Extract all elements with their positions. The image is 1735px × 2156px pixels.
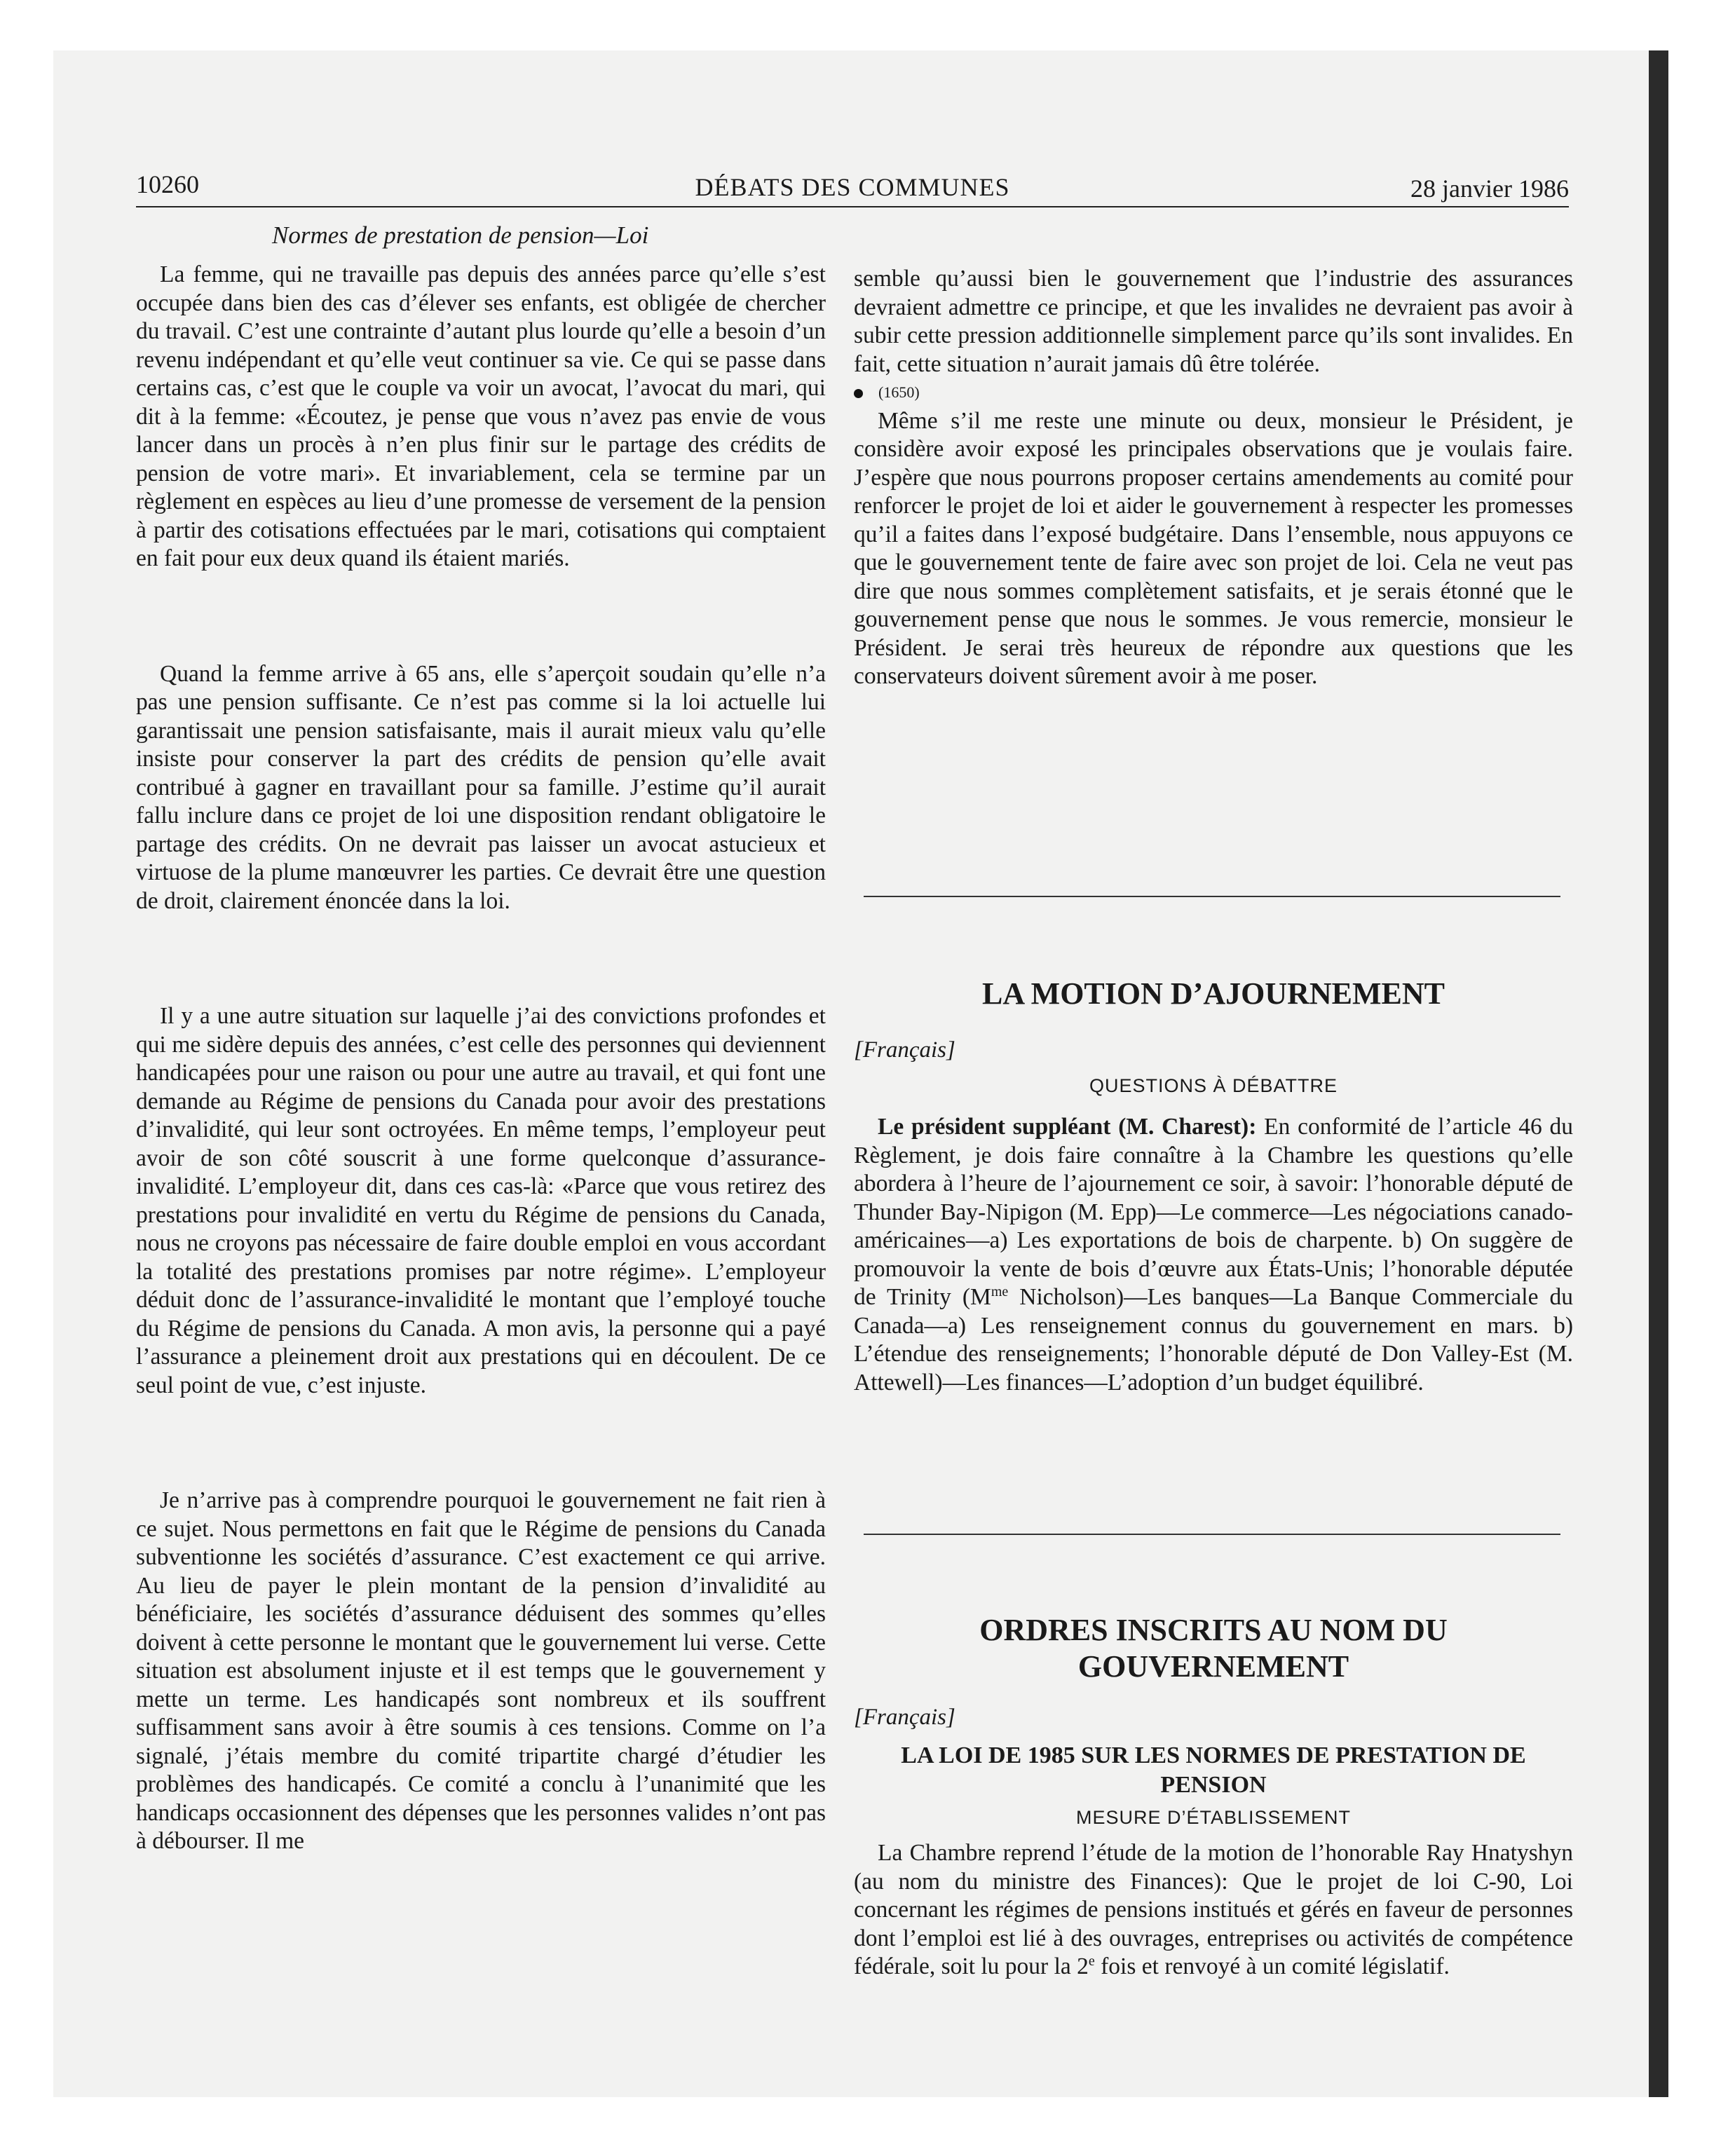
language-marker: [Français] [854, 1037, 955, 1063]
section-rule [864, 1534, 1560, 1535]
section-heading: ORDRES INSCRITS AU NOM DU GOUVERNEMENT [979, 1613, 1448, 1684]
paragraph: Quand la femme arrive à 65 ans, elle s’aperçoit soudain qu’elle n’a pas une pension suffisante. Ce n’est pas comme si la loi actuelle lui garantissait une pension satisfaisante, mais il aurait mieux valu qu’elle insiste pour conserver la part des crédits de pension qu’elle avait contribué à gagner en travaillant pour sa famille. J’estime qu’il aurait fallu inclure dans ce projet de loi une disposition rendant obligatoire le partage des crédits. On ne devrait pas laisser un avocat astucieux et virtuose de la plume manœuvrer les parties. Ce devrait être une question de droit, clairement énoncée dans la loi. [136, 660, 826, 914]
scan-edge [1649, 50, 1668, 2097]
speaker-name: Le président suppléant (M. Charest): [878, 1114, 1257, 1140]
paragraph: La femme, qui ne travaille pas depuis des années parce qu’elle s’est occupée dans bien des cas d’élever ses enfants, est obligée de chercher du travail. C’est une contrainte d’autant plus lourde qu’elle a besoin d’un revenu indépendant et qu’elle veut continuer sa vie. Ce qui se passe dans certains cas, c’est que le couple va voir un avocat, l’avocat du mari, qui dit à la femme: «Écoutez, je pense que vous n’avez pas envie de vous lancer dans un procès à n’en plus finir sur le partage des crédits de pension de votre mari». Et invariablement, cela se termine par un règlement en espèces au lieu d’une promesse de versement de la pension à partir des cotisations effectuées par le mari, cotisations qui comptaient en fait pour eux deux quand ils étaient mariés. [136, 261, 826, 571]
section-subheading: QUESTIONS À DÉBATTRE [1089, 1075, 1338, 1096]
paragraph: Même s’il me reste une minute ou deux, monsieur le Président, je considère avoir exposé les principales observations que je voulais faire. J’espère que nous pourrons proposer certains amendements au comité pour renforcer le projet de loi et aider le gouvernement à respecter les promesses qu’il a faites dans l’exposé budgétaire. Dans l’ensemble, nous appuyons ce que le gouvernement tente de faire avec son projet de loi. Cela ne veut pas dire que nous sommes complètement satisfaits, et je serais étonné que le gouvernement pense que nous le sommes. Je vous remercie, monsieur le Président. Je serai très heureux de répondre aux questions que les conservateurs doivent sûrement avoir à me poser. [854, 407, 1573, 689]
running-head [136, 170, 1569, 207]
paragraph: La Chambre reprend l’étude de la motion de l’honorable Ray Hnatyshyn (au nom du ministre des Finances): Que le projet de loi C-90, Loi concernant les régimes de pensions institués et gérés en faveur de personnes dont l’emploi est lié à des ouvrages, entreprises ou activités de compétence fédérale, soit lu pour la 2e fois et renvoyé à un comité législatif. [854, 1840, 1573, 1979]
timestamp [854, 378, 1573, 407]
bill-text [854, 1839, 1573, 1981]
section-subheading: MESURE D’ÉTABLISSEMENT [1075, 1807, 1352, 1828]
right-column [854, 265, 1573, 691]
subject-title: Normes de prestation de pension—Loi [272, 221, 649, 249]
bullet-icon [854, 389, 863, 398]
section-rule [864, 896, 1560, 897]
paragraph: Je n’arrive pas à comprendre pourquoi le gouvernement ne fait rien à ce sujet. Nous permettons en fait que le Régime de pensions du Canada subventionne les sociétés d’assurance. C’est exactement ce qui arrive. Au lieu de payer le plein montant de la pension d’invalidité au bénéficiaire, les sociétés d’assurance déduisent des sommes qu’elles doivent à cette personne le montant que le gouvernement lui verse. Cette situation est absolument injuste et il est temps que le gouvernement y mette un terme. Les handicapés sont nombreux et ils souffrent suffisamment sans avoir à être soumis à ces tensions. Comme on l’a signalé, j’étais membre du comité tripartite chargé d’étudier les problèmes des handicapés. Ce comité a conclu à l’unanimité que les handicaps occasionnent des dépenses que les personnes valides n’ont pas à débourser. Il me [136, 1487, 826, 1854]
left-column [136, 224, 826, 1856]
journal-title: DÉBATS DES COMMUNES [695, 173, 1010, 201]
paragraph: Il y a une autre situation sur laquelle j’ai des convictions profondes et qui me sidère depuis des années, c’est celle des personnes qui deviennent handicapées pour une raison ou pour une autre au travail, et qui font une demande au Régime de pensions du Canada pour avoir des prestations d’invalidité, qui leur sont octroyées. En même temps, l’employeur peut avoir de son côté souscrit à une forme quelconque d’assurance-invalidité. L’employeur dit, dans ces cas-là: «Parce que vous retirez des prestations pour invalidité en vertu du Régime de pensions du Canada, nous ne croyons pas nécessaire de faire double emploi en vous accordant la totalité des prestations promises par notre régime». L’employeur déduit donc de l’assurance-invalidité le montant que l’employé touche du Régime de pensions du Canada. A mon avis, la personne qui a payé l’assurance a pleinement droit aux prestations qui en découlent. De ce seul point de vue, c’est injuste. [136, 1003, 826, 1398]
motion-text [854, 1113, 1573, 1397]
page-number: 10260 [136, 170, 199, 198]
paragraph: Le président suppléant (M. Charest): En conformité de l’article 46 du Règlement, je dois faire connaître à la Chambre les questions qu’elle abordera à l’heure de l’ajournement ce soir, à savoir: l’honorable député de Thunder Bay-Nipigon (M. Epp)—Le commerce—Les négociations canado-américaines—a) Les exportations de bois de charpente. b) On suggère de promouvoir la vente de bois d’œuvre aux États-Unis; l’honorable députée de Trinity ($M^{me}$ Nicholson)—Les banques—La Banque Commerciale du Canada—a) Les renseignement connus du gouvernement en mars. b) L’étendue des renseignements; l’honorable député de Don Valley-Est (M. Attewell)—Les finances—L’adoption d’un budget équilibré. [854, 1114, 1574, 1396]
issue-date: 28 janvier 1986 [1410, 175, 1569, 203]
paragraph-continuation: semble qu’aussi bien le gouvernement que l’industrie des assurances devraient admettre ce principe, et que les invalides ne devraient pas avoir à subir cette pression additionnelle simplement parce qu’ils sont invalides. En fait, cette situation n’aurait jamais dû être tolérée. [854, 266, 1573, 377]
bill-title: LA LOI DE 1985 SUR LES NORMES DE PRESTATION DE PENSION [901, 1742, 1526, 1798]
section-heading: LA MOTION D’AJOURNEMENT [981, 976, 1445, 1011]
timestamp-text: (1650) [878, 383, 920, 401]
language-marker: [Français] [854, 1705, 955, 1730]
